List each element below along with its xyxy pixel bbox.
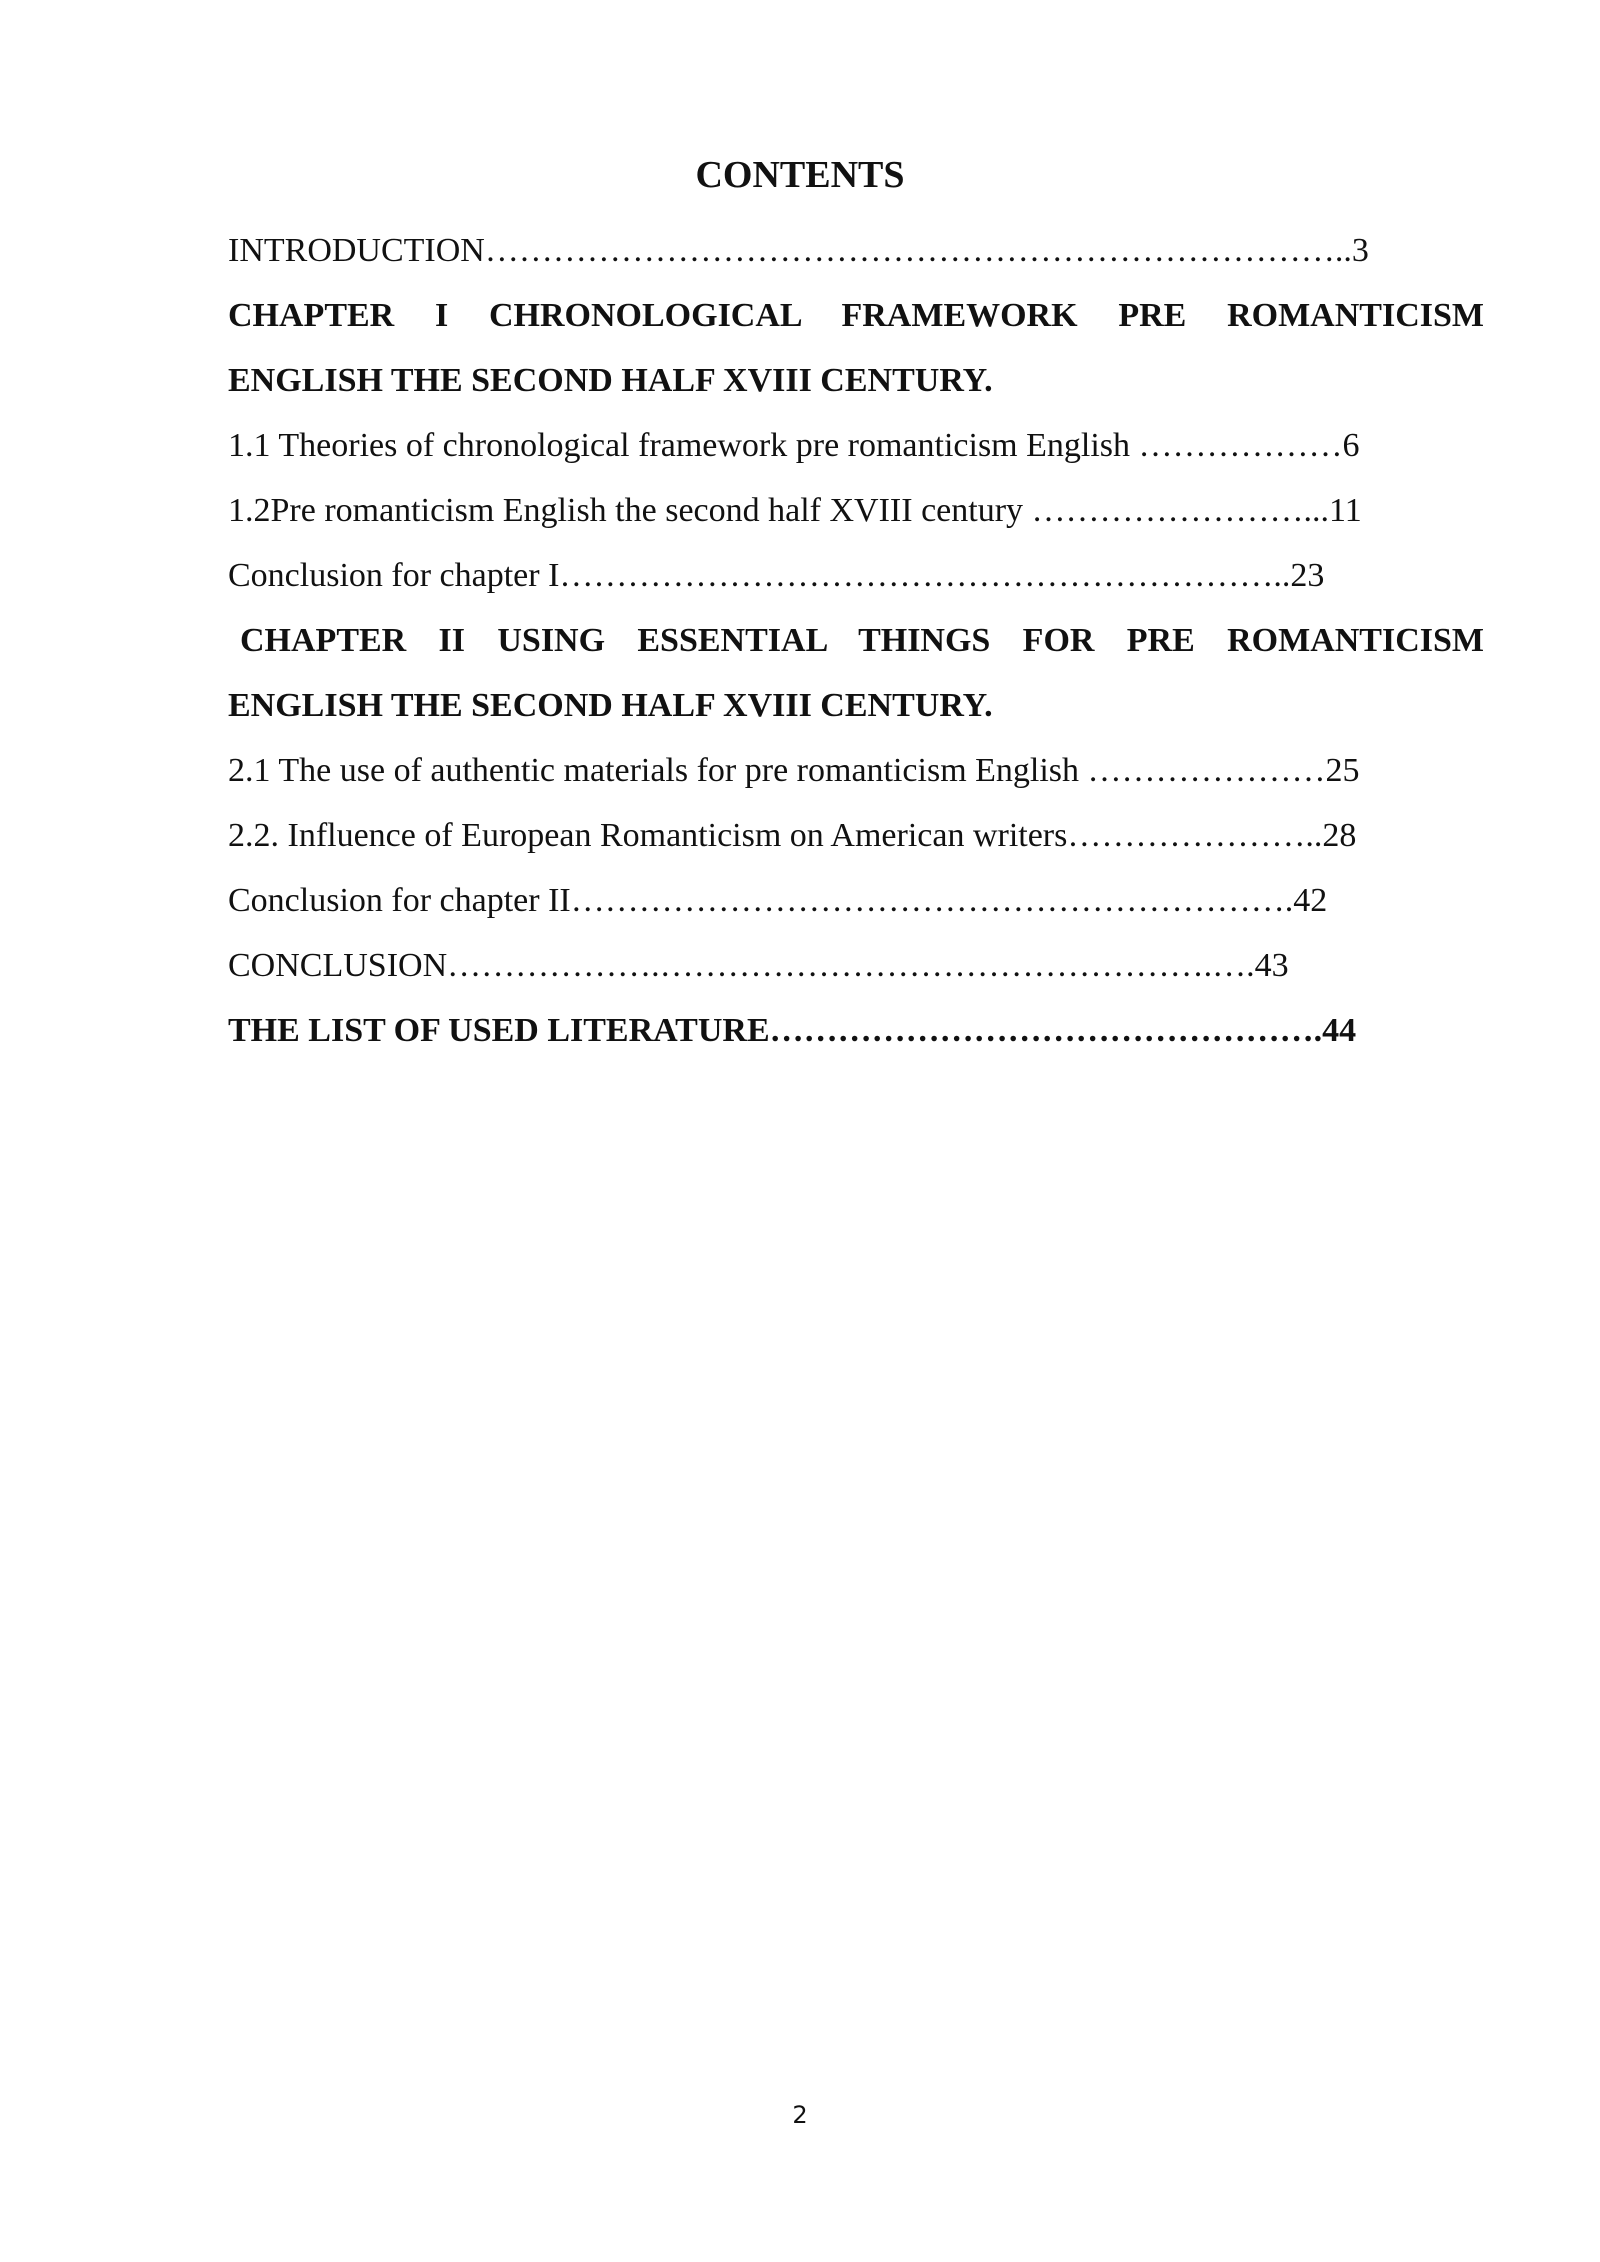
toc-entry-1-2: 1.2Pre romanticism English the second half XVIII century ……………………...11 — [228, 492, 1362, 529]
table-of-contents — [228, 218, 1484, 1063]
toc-chapter-1-heading-line-2: ENGLISH THE SECOND HALF XVIII CENTURY. — [228, 362, 993, 399]
toc-entry-conclusion-chapter-2: Conclusion for chapter II……………………………………………………….42 — [228, 882, 1328, 919]
toc-entry-conclusion-chapter-1: Conclusion for chapter I………………………………………………………..23 — [228, 557, 1325, 594]
toc-entry-1-1: 1.1 Theories of chronological framework pre romanticism English ………………6 — [228, 427, 1360, 464]
toc-entry-conclusion: CONCLUSION……………….………………………………………….….43 — [228, 947, 1289, 984]
page-title: CONTENTS — [695, 154, 905, 196]
toc-entry-literature: THE LIST OF USED LITERATURE………………………………………….44 — [228, 1012, 1357, 1049]
toc-entry-introduction: INTRODUCTION…………………………………………………………………..3 — [228, 232, 1369, 269]
toc-chapter-1-heading-line-1: CHAPTER I CHRONOLOGICAL FRAMEWORK PRE ROMANTICISM — [228, 297, 1484, 334]
toc-chapter-2-heading-line-1: CHAPTER II USING ESSENTIAL THINGS FOR PRE ROMANTICISM — [240, 622, 1484, 659]
toc-entry-2-1: 2.1 The use of authentic materials for pre romanticism English …………………25 — [228, 752, 1360, 789]
page-number: 2 — [792, 2101, 808, 2129]
toc-entry-2-2: 2.2. Influence of European Romanticism on American writers…………………..28 — [228, 817, 1357, 854]
toc-chapter-2-heading-line-2: ENGLISH THE SECOND HALF XVIII CENTURY. — [228, 687, 993, 724]
